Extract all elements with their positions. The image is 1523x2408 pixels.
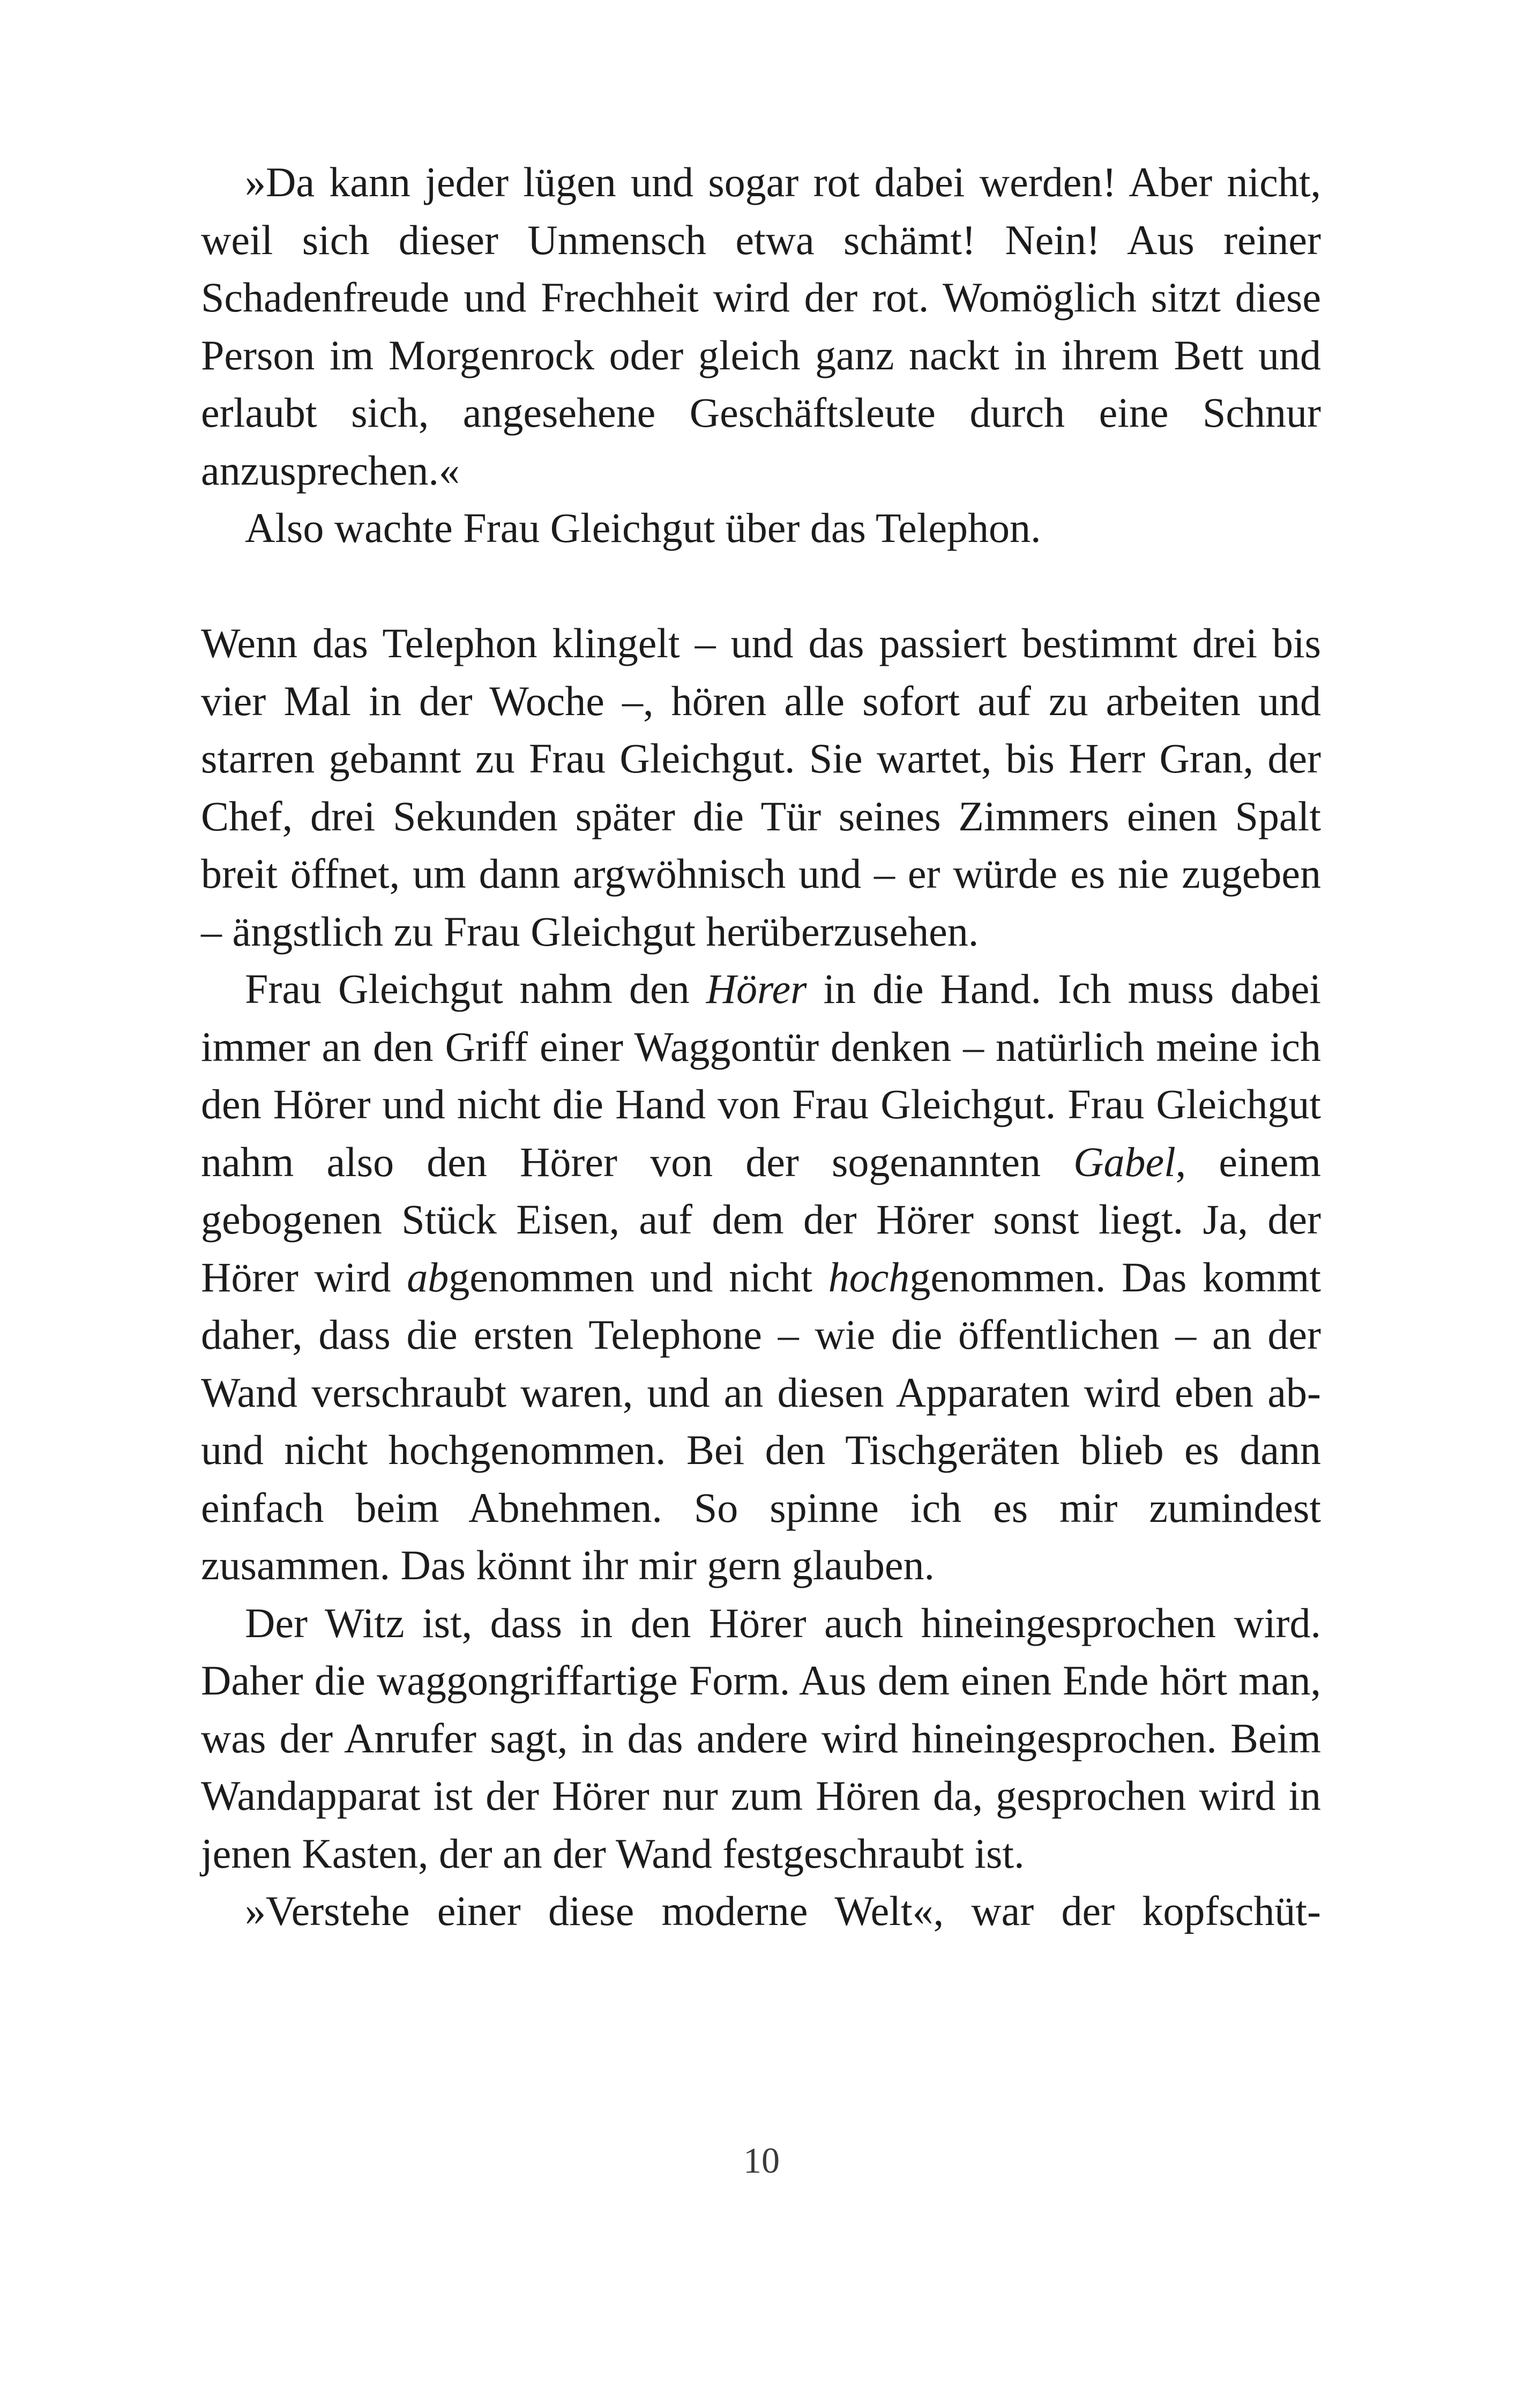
paragraph-3: Wenn das Telephon klingelt – und das passiert bestimmt drei bis vier Mal in der Woche –, hören alle sofort auf zu arbeiten und starren gebannt zu Frau Gleichgut. Sie wartet, bis Herr Gran, der Chef, drei Sekunden später die Tür seines Zimmers einen Spalt breit öffnet, um dann argwöhnisch und – er würde es nie zugeben – ängstlich zu Frau Gleichgut herüberzusehen. xyxy=(201,620,1321,955)
paragraph-1: »Da kann jeder lügen und sogar rot dabei werden! Aber nicht, weil sich dieser Unmensch etwa schämt! Nein! Aus reiner Schadenfreude und Frechheit wird der rot. Womöglich sitzt diese Person im Morgenrock oder gleich ganz nackt in ihrem Bett und erlaubt sich, angesehene Geschäftsleute durch eine Schnur anzusprechen.« xyxy=(201,159,1321,494)
emphasis-gabel: Gabel xyxy=(1073,1138,1176,1185)
paragraph-6: »Verstehe einer diese moderne Welt«, war der kopfschüt- xyxy=(245,1887,1321,1934)
emphasis-hoch: hoch xyxy=(828,1253,910,1300)
paragraph-5: Der Witz ist, dass in den Hörer auch hineingesprochen wird. Daher die waggongriffartige Form. Aus dem einen Ende hört man, was der Anrufer sagt, in das andere wird hineingesprochen. Beim Wandapparat ist der Hörer nur zum Hören da, gesprochen wird in jenen Kasten, der an der Wand festgeschraubt ist. xyxy=(201,1599,1321,1877)
paragraph-4-text-5: genommen. Das kommt daher, dass die ersten Telephone – wie die öffentlichen – an der Wand verschraubt waren, und an diesen Apparaten wird eben ab- und nicht hochgenommen. Bei den Tischgeräten blieb es dann einfach beim Abnehmen. So spinne ich es mir zumindest zusammen. Das könnt ihr mir gern glauben. xyxy=(201,1253,1322,1588)
paragraph-4-text-3: , einem gebogenen Stück Eisen, auf dem der Hörer sonst liegt. Ja, der Hörer wird xyxy=(201,1138,1321,1300)
section-break xyxy=(201,557,1321,615)
paragraph-4-text-2: in die Hand. Ich muss dabei immer an den Griff einer Waggontür denken – natürlich meine ich den Hörer und nicht die Hand von Frau Gleichgut. Frau Gleichgut nahm also den Hörer von der sogenannten xyxy=(201,965,1321,1185)
paragraph-4-text-4: genommen und nicht xyxy=(449,1253,828,1300)
emphasis-hoerer: Hörer xyxy=(706,965,807,1012)
emphasis-ab: ab xyxy=(407,1253,449,1300)
page-number: 10 xyxy=(743,2140,780,2181)
body-text xyxy=(201,153,1321,1940)
paragraph-4 xyxy=(201,960,1321,1594)
paragraph-4-text-1: Frau Gleichgut nahm den xyxy=(245,965,706,1012)
paragraph-2: Also wachte Frau Gleichgut über das Telephon. xyxy=(245,504,1041,551)
